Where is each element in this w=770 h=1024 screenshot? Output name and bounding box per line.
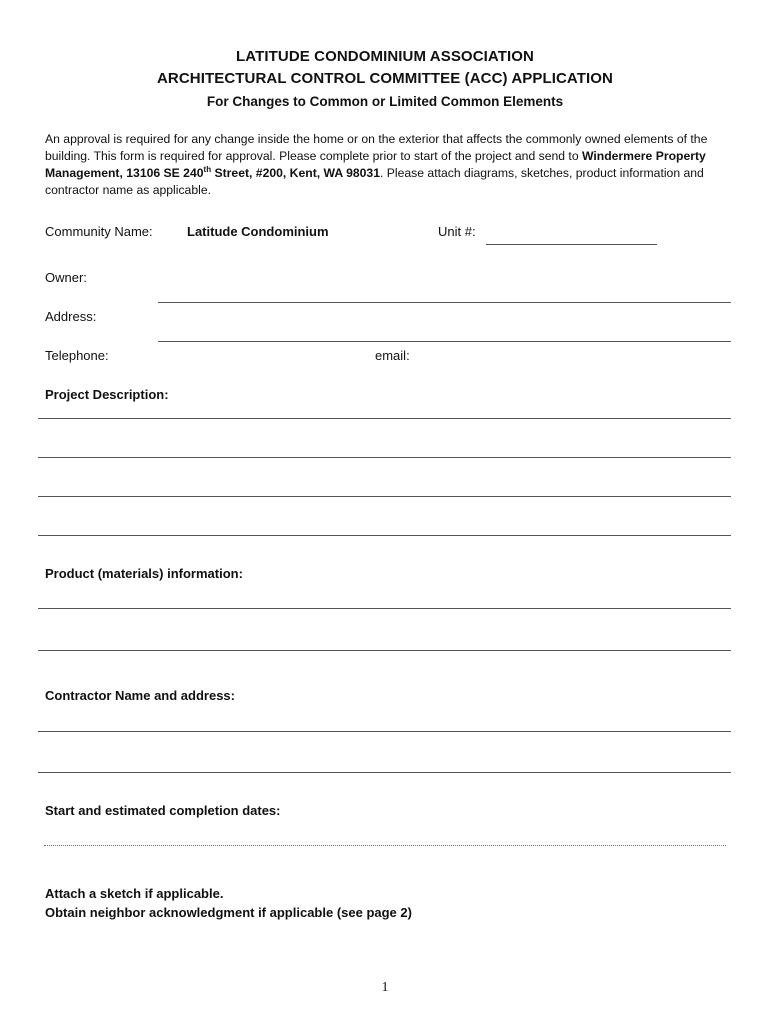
product-info-line-1[interactable] <box>38 608 731 609</box>
community-name-value: Latitude Condominium <box>187 224 329 239</box>
form-title-line2: ARCHITECTURAL CONTROL COMMITTEE (ACC) APPLICATION <box>157 70 613 87</box>
product-info-line-2[interactable] <box>38 650 731 651</box>
mailing-address-b: Street, #200, Kent, WA 98031 <box>211 166 380 180</box>
contractor-line-2[interactable] <box>38 772 731 773</box>
form-title-line1: LATITUDE CONDOMINIUM ASSOCIATION <box>236 48 534 65</box>
owner-field-line[interactable] <box>158 302 731 303</box>
mailing-address-a: Windermere Property Management, 13106 SE 240 <box>45 149 706 180</box>
unit-label: Unit #: <box>438 224 476 239</box>
page-number: 1 <box>381 980 389 995</box>
community-name-label: Community Name: <box>45 224 153 239</box>
project-description-line-4[interactable] <box>38 535 731 536</box>
dates-line[interactable] <box>44 845 726 846</box>
project-description-line-3[interactable] <box>38 496 731 497</box>
owner-label: Owner: <box>45 270 87 285</box>
sketch-note: Attach a sketch if applicable. <box>45 886 224 901</box>
intro-paragraph <box>45 131 735 199</box>
email-label: email: <box>375 348 410 363</box>
telephone-label: Telephone: <box>45 348 109 363</box>
product-info-label: Product (materials) information: <box>45 566 243 581</box>
mailing-address-sup: th <box>203 165 212 174</box>
dates-label: Start and estimated completion dates: <box>45 803 281 818</box>
intro-text-part1: An approval is required for any change inside the home or on the exterior that affects the commonly owned elements of the building. This form is required for approval. Please complete prior to start of the project and send to <box>45 132 708 163</box>
project-description-label: Project Description: <box>45 387 169 402</box>
unit-field-line[interactable] <box>486 244 657 245</box>
address-label: Address: <box>45 309 97 324</box>
neighbor-note: Obtain neighbor acknowledgment if applicable (see page 2) <box>45 905 412 920</box>
project-description-line-2[interactable] <box>38 457 731 458</box>
intro-text-part2: . Please attach diagrams, sketches, product information and contractor name as applicable. <box>45 166 704 197</box>
contractor-label: Contractor Name and address: <box>45 688 235 703</box>
contractor-line-1[interactable] <box>38 731 731 732</box>
project-description-line-1[interactable] <box>38 418 731 419</box>
address-field-line[interactable] <box>158 341 731 342</box>
form-subtitle: For Changes to Common or Limited Common Elements <box>206 94 564 109</box>
